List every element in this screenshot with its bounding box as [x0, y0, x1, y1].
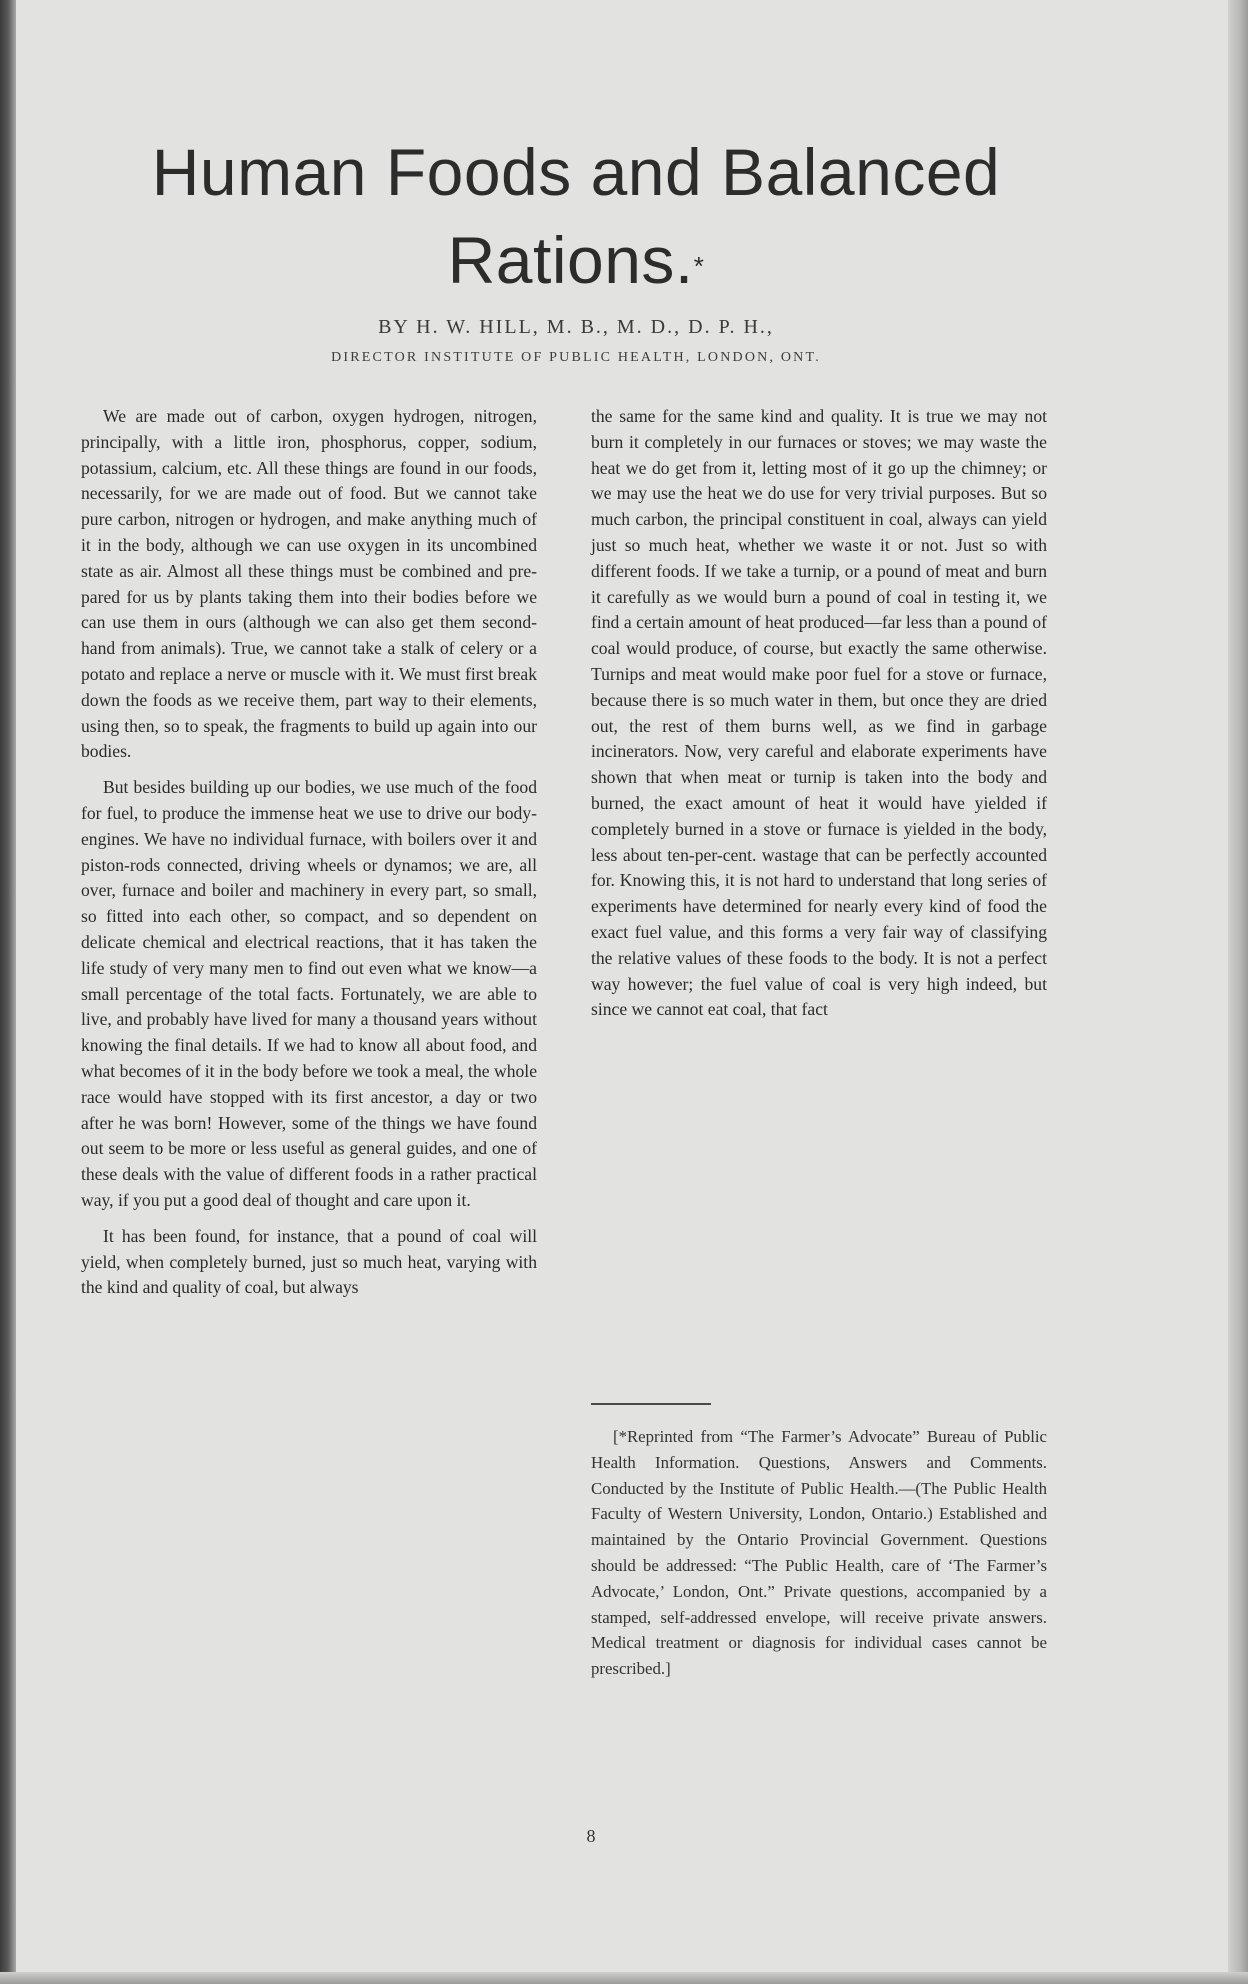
footnote-divider — [591, 1403, 711, 1405]
footnote-marker: * — [693, 251, 705, 281]
right-column — [591, 404, 1047, 1023]
title-line-2-text: Rations. — [447, 223, 694, 297]
article-title — [76, 128, 1076, 304]
page-right-edge-shadow — [1228, 0, 1248, 1984]
paragraph: We are made out of carbon, oxygen hydrogen, nitrogen, principally, with a little iron, phosphorus, copper, sodium, potassium, calcium, etc. All these things are found in our foods, necessarily, for we are made out of food. But we cannot take pure carbon, nitrogen or hydrogen, and make anything much of it in the body, although we can use oxygen in its uncombined state as air. Almost all these things must be combined and prepared for us by plants taking them into their bodies before we can use them in ours (although we can also get them second-hand from animals). True, we cannot take a stalk of celery or a potato and replace a nerve or muscle with it. We must first break down the foods as we receive them, part way to their elements, using then, so to speak, the fragments to build up again into our bodies. — [81, 406, 537, 762]
title-line-1: Human Foods and Balanced — [151, 135, 1001, 209]
title-line-2 — [76, 216, 1076, 304]
author-affiliation: DIRECTOR INSTITUTE OF PUBLIC HEALTH, LONDON, ONT. — [331, 350, 821, 365]
left-column — [81, 404, 537, 1301]
author-byline: BY H. W. HILL, M. B., M. D., D. P. H., — [378, 316, 774, 338]
page-bottom-edge-shadow — [0, 1972, 1248, 1984]
page-left-edge-shadow — [0, 0, 16, 1984]
footnote — [591, 1424, 1047, 1682]
document-page — [16, 0, 1228, 1972]
paragraph: It has been found, for instance, that a pound of coal will yield, when completely burned, just so much heat, varying with the kind and quality of coal, but always — [81, 1225, 537, 1298]
paragraph-continued: the same for the same kind and quality. It is true we may not burn it completely in our furnaces or stoves; we may waste the heat we do get from it, letting most of it go up the chimney; or we may use the heat we do use for very trivial purposes. But so much carbon, the principal constituent in coal, always can yield just so much heat, whether we waste it or not. Just so with different foods. If we take a turnip, or a pound of meat and burn it carefully as we would burn a pound of coal in testing it, we find a certain amount of heat produced—far less than a pound of coal would produce, of course, but exactly the same otherwise. Turnips and meat would make poor fuel for a stove or furnace, because there is so much water in them, but once they are dried out, the rest of them burns well, as we find in garbage incinerators. Now, very careful and elaborate experiments have shown that when meat or turnip is taken into the body and burned, the exact amount of heat it would have yielded if completely burned in a stove or furnace is yielded in the body, less about ten-per-cent. wastage that can be perfectly accounted for. Knowing this, it is not hard to understand that long series of experiments have determined for nearly every kind of food the exact fuel value, and this forms a very fair way of classifying the relative values of these foods to the body. It is not a perfect way however; the fuel value of coal is very high indeed, but since we cannot eat coal, that fact — [591, 406, 1047, 1020]
paragraph: But besides building up our bodies, we use much of the food for fuel, to produce the immense heat we use to drive our body-engines. We have no individual furnace, with boilers over it and piston-rods connected, driving wheels or dynamos; we are, all over, furnace and boiler and machinery in every part, so small, so fitted into each other, so compact, and so dependent on delicate chemical and electrical reactions, that it has taken the life study of very many men to find out even what we know—a small percentage of the total facts. Fortunately, we are able to live, and probably have lived for many a thousand years without knowing the final details. If we had to know all about food, and what becomes of it in the body before we took a meal, the whole race would have stopped with its first ancestor, a day or two after he was born! However, some of the things we have found out seem to be more or less useful as general guides, and one of these deals with the value of different foods in a rather practical way, if you put a good deal of thought and care upon it. — [81, 777, 537, 1210]
footnote-text: [*Reprinted from “The Farmer’s Advocate” Bureau of Public Health Information. Questions, Answers and Comments. Conducted by the Institute of Public Health.—(The Public Health Faculty of Western University, London, Ontario.) Established and maintained by the Ontario Provincial Government. Questions should be addressed: “The Public Health, care of ‘The Farmer’s Advocate,’ London, Ont.” Private questions, accompanied by a stamped, self-addressed envelope, will receive private answers. Medical treatment or diagnosis for individual cases cannot be prescribed.] — [591, 1427, 1047, 1679]
page-number: 8 — [586, 1826, 596, 1846]
